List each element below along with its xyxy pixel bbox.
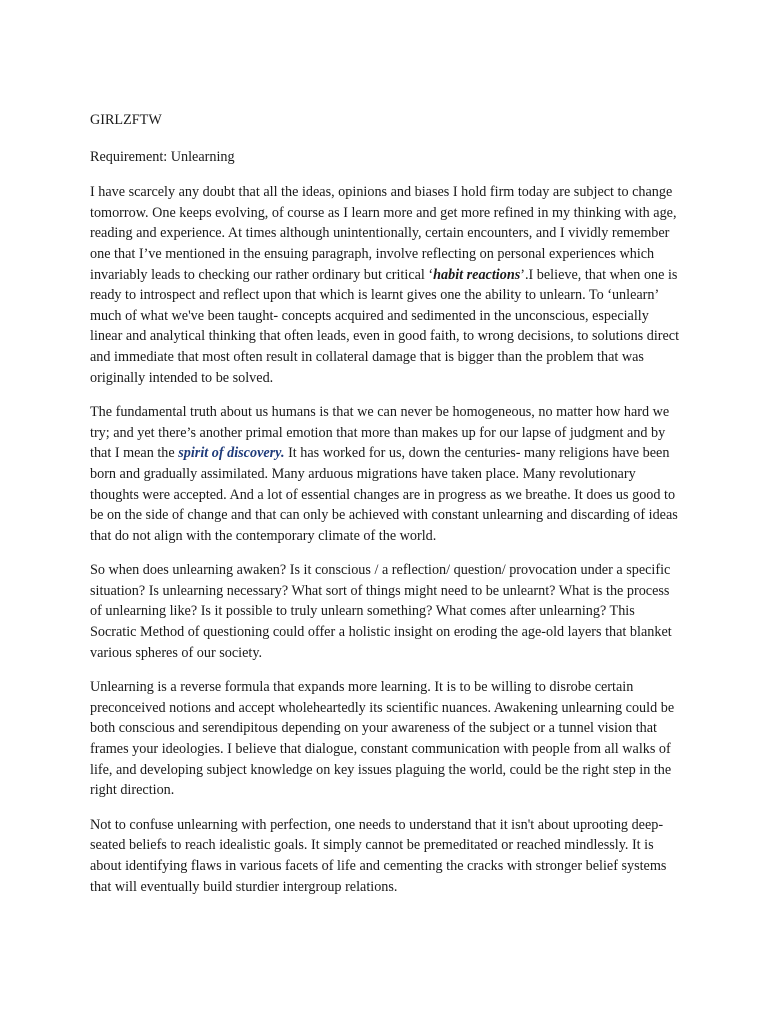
document-title: GIRLZFTW bbox=[90, 112, 162, 128]
paragraph-5: Not to confuse unlearning with perfection, one needs to understand that it isn't about uprooting deep-seated beliefs to reach idealistic goals. It simply cannot be premeditated or reached mindlessly. It is about identifying flaws in various facets of life and cementing the cracks with stronger belief systems that will eventually build sturdier intergroup relations. bbox=[90, 816, 667, 895]
paragraph-2-text-a: The fundamental truth about us humans is that we can never be homogeneous, no matter how hard we try; and yet there’s another primal emotion that more than makes up for our lapse of judgment and by that I mean the bbox=[90, 404, 670, 462]
paragraph-3: So when does unlearning awaken? Is it conscious / a reflection/ question/ provocation under a specific situation? Is unlearning necessary? What sort of things might need to be unlearnt? What is the process of unlearning like? Is it possible to truly unlearn something? What comes after unlearning? This Socratic Method of questioning could offer a holistic insight on eroding the age-old layers that blanket various spheres of our society. bbox=[90, 562, 672, 661]
requirement-line: Requirement: Unlearning bbox=[90, 148, 235, 165]
paragraph-1 bbox=[90, 182, 680, 388]
paragraph-1-text-a: I have scarcely any doubt that all the ideas, opinions and biases I hold firm today are subject to change tomorrow. One keeps evolving, of course as I learn more and get more refined in my thinking with age, reading and experience. At times although unintentionally, certain encounters, and I vividly remember one that I’ve mentioned in the ensuing paragraph, involve reflecting on personal experiences which invariably leads to checking our rather ordinary but critical ‘ bbox=[90, 184, 677, 283]
paragraph-2-text-b: It has worked for us, down the centuries- many religions have been born and gradually assimilated. Many arduous migrations have taken place. Many revolutionary thoughts were accepted. And a lot of essential changes are in progress as we breathe. It does us good to be on the side of change and that can only be achieved with constant unlearning and discarding of ideas that do not align with the contemporary climate of the world. bbox=[90, 445, 678, 544]
spirit-of-discovery-emphasis: spirit of discovery. bbox=[178, 445, 285, 462]
paragraph-1-text-b: ’.I believe, that when one is ready to introspect and reflect upon that which is learnt gives one the ability to unlearn. To ‘unlearn’ much of what we've been taught- concepts acquired and sedimented in the unconscious, especially linear and analytical thinking that often leads, even in good faith, to wrong decisions, to solutions direct and immediate that most often result in collateral damage that is bigger than the problem that was originally intended to be solved. bbox=[90, 266, 680, 386]
paragraph-4: Unlearning is a reverse formula that expands more learning. It is to be willing to disrobe certain preconceived notions and accept wholeheartedly its scientific nuances. Awakening unlearning could be both conscious and serendipitous depending on your awareness of the subject or a tunnel vision that frames your ideologies. I believe that dialogue, constant communication with people from all walks of life, and developing subject knowledge on key issues plaguing the world, could be the right step in the right direction. bbox=[90, 679, 675, 799]
habit-reactions-emphasis: habit reactions bbox=[433, 266, 521, 283]
paragraph-2 bbox=[90, 402, 680, 546]
